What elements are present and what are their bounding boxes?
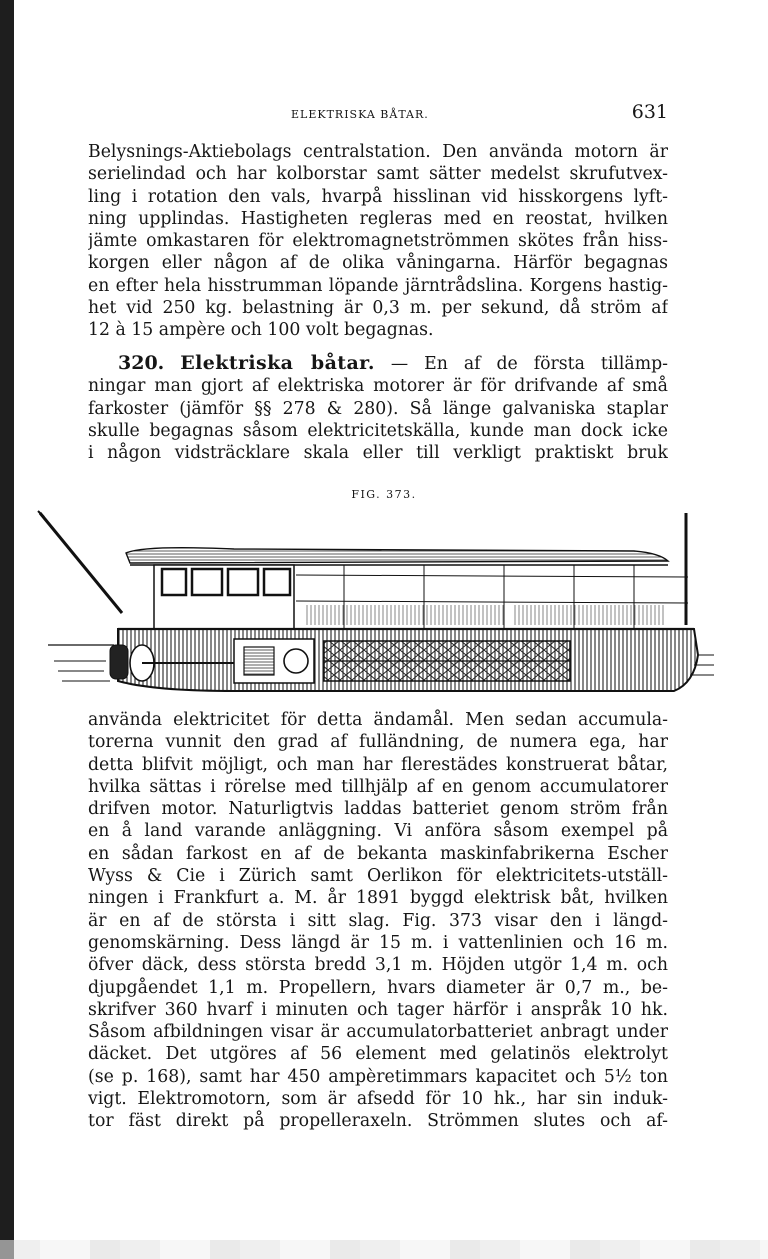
text-line: ning upplindas. Hastigheten regleras med en reostat, hvilken [88,208,668,229]
section-number: 320. [118,352,165,374]
text-line: djupgåendet 1,1 m. Propellern, hvars diameter är 0,7 m., be- [88,977,668,998]
section-title: Elektriska båtar. [180,352,375,374]
section-heading-line [88,352,668,375]
text-line: het vid 250 kg. belastning är 0,3 m. per sekund, då ström af [88,298,668,319]
scan-bottom-edge [0,1240,768,1259]
text-line: använda elektricitet för detta ändamål. Men sedan accumula- [88,710,668,730]
text-line: Såsom afbildningen visar är accumulatorbatteriet anbragt under [88,1022,668,1043]
section-320 [88,352,668,464]
text-line: genomskärning. Dess längd är 15 m. i vattenlinien och 16 m. [88,932,668,953]
paragraph-elevator [88,141,668,342]
section-first-line-text: — En af de första tillämp- [390,354,668,374]
text-line: en efter hela hisstrumman löpande järntrådslina. Korgens hastig- [88,275,668,296]
text-line: (se p. 168), samt har 450 ampèretimmars kapacitet och 5½ ton [88,1066,668,1087]
boat-cross-section-figure [34,505,714,705]
text-line: drifven motor. Naturligtvis laddas batteriet genom ström från [88,799,668,820]
running-title: ELEKTRISKA BÅTAR. [291,108,429,121]
text-line: öfver däck, dess största bredd 3,1 m. Höjden utgör 1,4 m. och [88,955,668,976]
text-line: serielindad och har kolborstar samt sätter medelst skrufutvex- [88,164,668,185]
page-number: 631 [631,101,668,123]
text-line: en å land varande anläggning. Vi anföra såsom exempel på [88,821,668,842]
page-header [88,101,668,129]
text-line: torerna vunnit den grad af fulländning, de numera ega, har [88,732,668,753]
text-line: däcket. Det utgöres af 56 element med gelatinös elektrolyt [88,1044,668,1065]
text-line: Wyss & Cie i Zürich samt Oerlikon för elektricitets-utställ- [88,866,668,887]
text-line: ningen i Frankfurt a. M. år 1891 byggd elektrisk båt, hvilken [88,888,668,909]
text-line: 12 à 15 ampère och 100 volt begagnas. [88,320,434,341]
text-line: jämte omkastaren för elektromagnetströmmen skötes från hiss- [88,231,668,252]
text-line: detta blifvit möjligt, och man har flerestädes konstruerat båtar, [88,754,668,775]
figure-caption: FIG. 373. [351,488,417,501]
text-line: tor fäst direkt på propelleraxeln. Strömmen slutes och af- [88,1111,668,1132]
text-line: en sådan farkost en af de bekanta maskinfabrikerna Escher [88,843,668,864]
paragraph-electric-boat [88,709,668,1133]
text-line: hvilka sättas i rörelse med tillhjälp af en genom accumulatorer [88,776,668,797]
text-line: skrifver 360 hvarf i minuten och tager härför i anspråk 10 hk. [88,999,668,1020]
text-line: i någon vidsträcklare skala eller till verkligt praktiskt bruk [88,443,668,464]
text-line: korgen eller någon af de olika våningarna. Härför begagnas [88,253,668,274]
text-line: är en af de största i sitt slag. Fig. 373 visar den i längd- [88,910,668,931]
scan-page-edge [0,0,14,1259]
text-line: skulle begagnas såsom elektricitetskälla, kunde man dock icke [88,420,668,441]
text-line: vigt. Elektromotorn, som är afsedd för 10 hk., har sin induk- [88,1089,668,1110]
text-line: ningar man gjort af elektriska motorer är för drifvande af små [88,376,668,397]
text-line: Belysnings-Aktiebolags centralstation. Den använda motorn är [88,142,668,162]
text-line: ling i rotation den vals, hvarpå hisslinan vid hisskorgens lyft- [88,186,668,207]
text-line: farkoster (jämför §§ 278 & 280). Så länge galvaniska staplar [88,398,668,419]
